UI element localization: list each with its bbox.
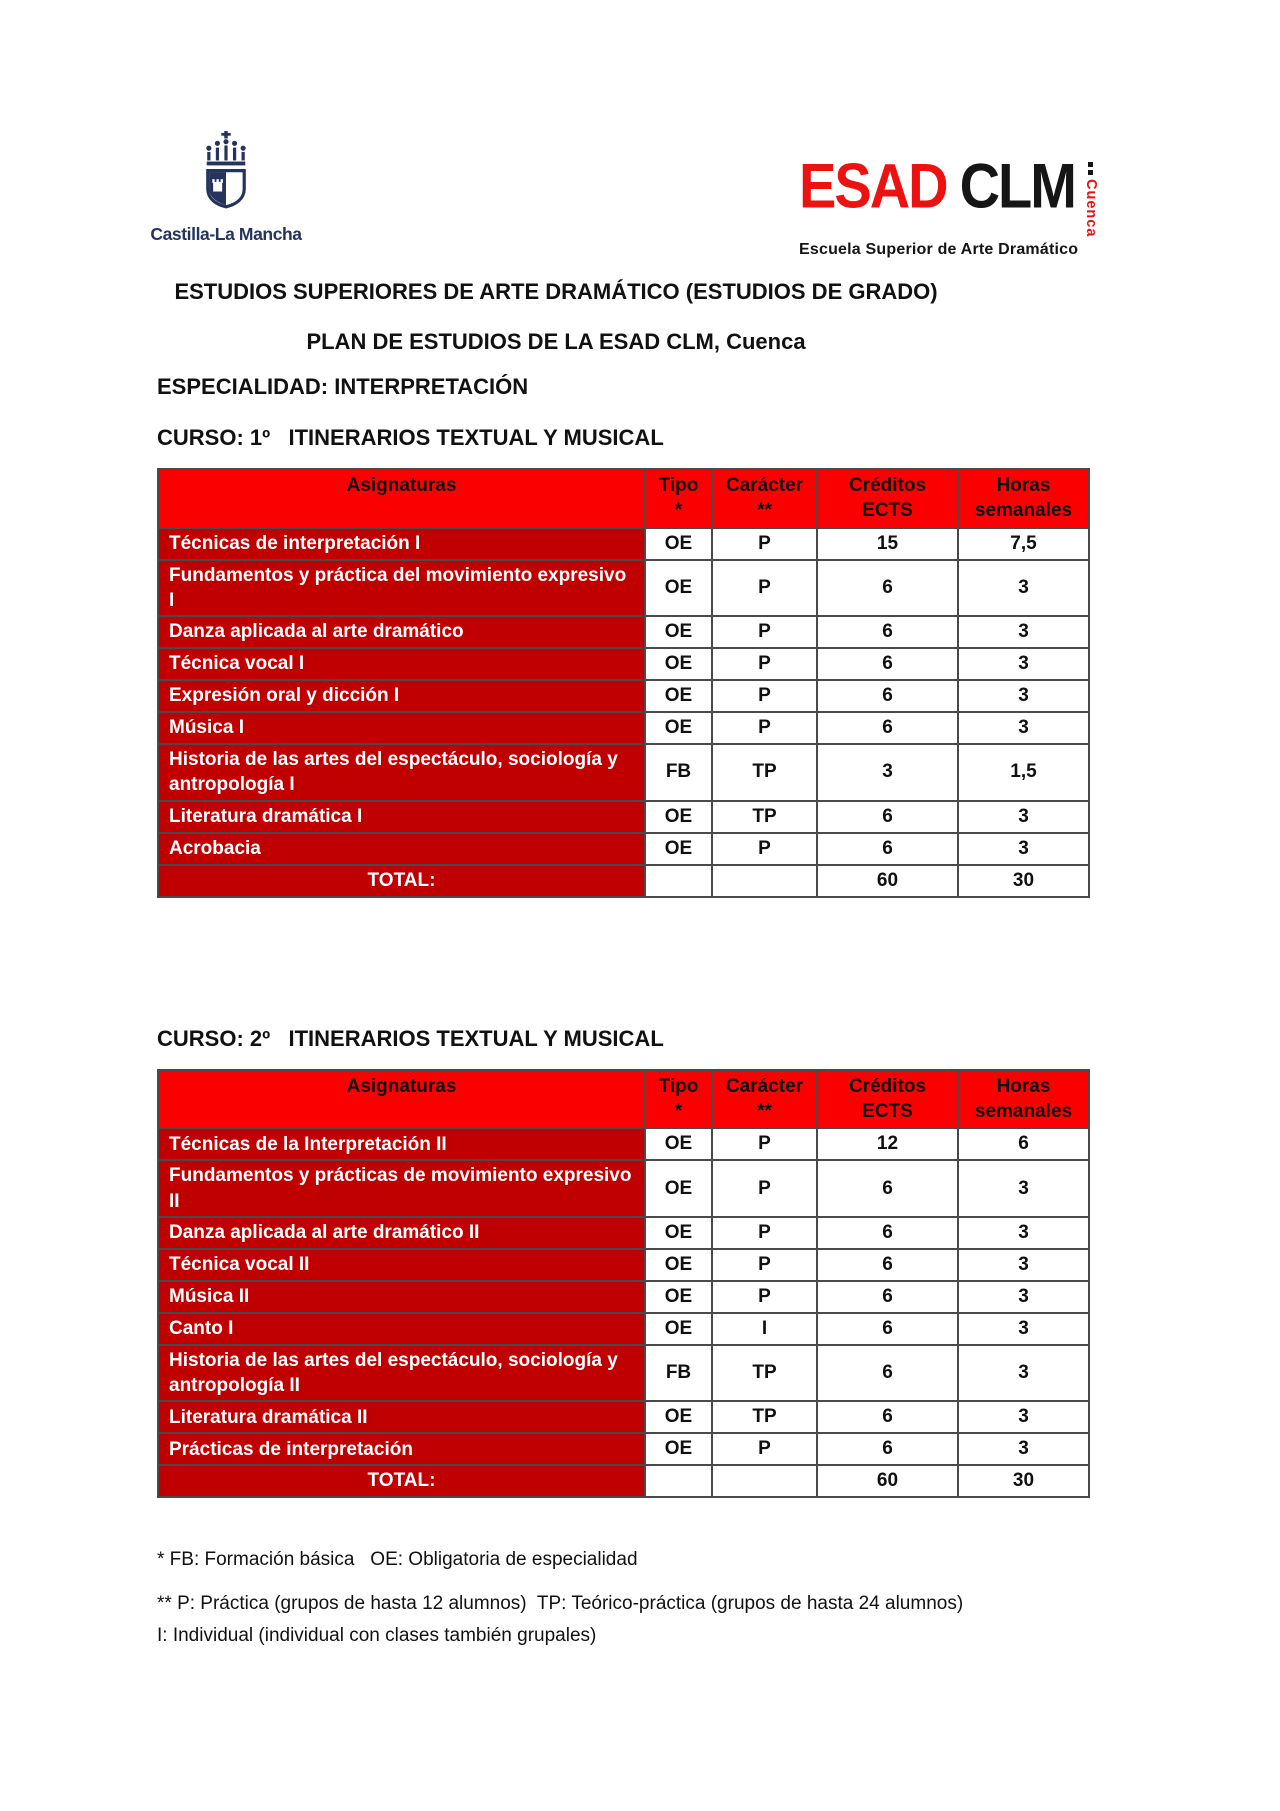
horas-cell: 3 bbox=[958, 560, 1089, 617]
speciality-title: ESPECIALIDAD: INTERPRETACIÓN bbox=[157, 374, 529, 400]
page-subtitle: PLAN DE ESTUDIOS DE LA ESAD CLM, Cuenca bbox=[306, 328, 806, 354]
header-creditos-line2: ECTS bbox=[862, 1101, 913, 1123]
creditos-cell: 6 bbox=[817, 680, 958, 712]
header-tipo-line2: * bbox=[674, 500, 683, 522]
total-tipo-cell bbox=[645, 1465, 712, 1497]
caracter-cell: P bbox=[712, 1281, 817, 1313]
subject-cell: Fundamentos y prácticas de movimiento expresivo II bbox=[158, 1160, 645, 1217]
tipo-cell: OE bbox=[645, 833, 712, 865]
subject-row bbox=[158, 680, 1089, 712]
subject-cell: Historia de las artes del espectáculo, sociología y antropología II bbox=[158, 1345, 645, 1402]
creditos-cell: 6 bbox=[817, 833, 958, 865]
subject-row bbox=[158, 648, 1089, 680]
castilla-la-mancha-logo bbox=[150, 131, 302, 245]
footnote-caracter: ** P: Práctica (grupos de hasta 12 alumnos) TP: Teórico-práctica (grupos de hasta 24 alumnos) bbox=[157, 1592, 964, 1614]
header-creditos-line1: Créditos bbox=[848, 1076, 927, 1098]
total-label-cell: TOTAL: bbox=[158, 1465, 645, 1497]
total-caracter-cell bbox=[712, 865, 817, 897]
horas-cell: 3 bbox=[958, 1160, 1089, 1217]
creditos-cell: 6 bbox=[817, 648, 958, 680]
esad-logo-clm-text: CLM bbox=[959, 150, 1075, 221]
subject-row bbox=[158, 616, 1089, 648]
subject-row bbox=[158, 1433, 1089, 1465]
header-tipo bbox=[645, 469, 712, 527]
horas-cell: 3 bbox=[958, 1217, 1089, 1249]
horas-cell: 6 bbox=[958, 1128, 1089, 1160]
header-horas-line1: Horas bbox=[996, 1076, 1051, 1098]
caracter-cell: P bbox=[712, 1160, 817, 1217]
total-horas-cell: 30 bbox=[958, 1465, 1089, 1497]
horas-cell: 7,5 bbox=[958, 528, 1089, 560]
tipo-cell: OE bbox=[645, 801, 712, 833]
header-tipo-line1: Tipo bbox=[658, 475, 699, 497]
caracter-cell: P bbox=[712, 680, 817, 712]
clm-logo-text: Castilla-La Mancha bbox=[150, 224, 302, 244]
header-asignaturas: Asignaturas bbox=[158, 469, 645, 527]
caracter-cell: TP bbox=[712, 1345, 817, 1402]
subject-row bbox=[158, 744, 1089, 801]
horas-cell: 3 bbox=[958, 712, 1089, 744]
table-header-row bbox=[158, 1070, 1089, 1128]
subject-cell: Literatura dramática II bbox=[158, 1401, 645, 1433]
course-1-title: CURSO: 1º ITINERARIOS TEXTUAL Y MUSICAL bbox=[157, 424, 664, 450]
course-2-title: CURSO: 2º ITINERARIOS TEXTUAL Y MUSICAL bbox=[157, 1025, 664, 1051]
document-content bbox=[157, 278, 1088, 1649]
header-creditos-line1: Créditos bbox=[848, 475, 927, 497]
subject-row bbox=[158, 1249, 1089, 1281]
caracter-cell: P bbox=[712, 1128, 817, 1160]
subject-cell: Música I bbox=[158, 712, 645, 744]
esad-colon-dot bbox=[1088, 170, 1093, 175]
subject-row bbox=[158, 560, 1089, 617]
header-horas-line2: semanales bbox=[974, 500, 1073, 522]
subject-cell: Expresión oral y dicción I bbox=[158, 680, 645, 712]
tipo-cell: OE bbox=[645, 680, 712, 712]
total-creditos-cell: 60 bbox=[817, 865, 958, 897]
horas-cell: 3 bbox=[958, 1401, 1089, 1433]
subject-row bbox=[158, 712, 1089, 744]
header-tipo bbox=[645, 1070, 712, 1128]
table-header-row bbox=[158, 469, 1089, 527]
footnote-individual: I: Individual (individual con clases también grupales) bbox=[157, 1624, 597, 1646]
footnote-types: * FB: Formación básica OE: Obligatoria de especialidad bbox=[157, 1549, 638, 1571]
subject-row bbox=[158, 1128, 1089, 1160]
caracter-cell: TP bbox=[712, 801, 817, 833]
subject-cell: Danza aplicada al arte dramático bbox=[158, 616, 645, 648]
horas-cell: 3 bbox=[958, 1313, 1089, 1345]
creditos-cell: 6 bbox=[817, 1313, 958, 1345]
clm-crest-icon bbox=[200, 131, 252, 221]
tipo-cell: OE bbox=[645, 1313, 712, 1345]
subject-row bbox=[158, 801, 1089, 833]
caracter-cell: P bbox=[712, 1433, 817, 1465]
total-horas-cell: 30 bbox=[958, 865, 1089, 897]
caracter-cell: P bbox=[712, 528, 817, 560]
caracter-cell: P bbox=[712, 616, 817, 648]
header-creditos bbox=[817, 469, 958, 527]
creditos-cell: 6 bbox=[817, 1160, 958, 1217]
header-caracter-line1: Carácter bbox=[725, 1076, 804, 1098]
creditos-cell: 6 bbox=[817, 1433, 958, 1465]
header-caracter bbox=[712, 1070, 817, 1128]
creditos-cell: 6 bbox=[817, 560, 958, 617]
subject-cell: Canto I bbox=[158, 1313, 645, 1345]
header-asignaturas: Asignaturas bbox=[158, 1070, 645, 1128]
caracter-cell: P bbox=[712, 560, 817, 617]
horas-cell: 3 bbox=[958, 616, 1089, 648]
header-tipo-line1: Tipo bbox=[658, 1076, 699, 1098]
esad-logo-side bbox=[1083, 156, 1099, 237]
creditos-cell: 6 bbox=[817, 1249, 958, 1281]
subject-row bbox=[158, 1401, 1089, 1433]
course-2-table bbox=[157, 1069, 1090, 1498]
subject-cell: Técnica vocal I bbox=[158, 648, 645, 680]
header-horas-line2: semanales bbox=[974, 1101, 1073, 1123]
header-caracter-line2: ** bbox=[757, 1101, 772, 1123]
tipo-cell: OE bbox=[645, 1281, 712, 1313]
subject-cell: Fundamentos y práctica del movimiento expresivo I bbox=[158, 560, 645, 617]
subject-row bbox=[158, 833, 1089, 865]
creditos-cell: 6 bbox=[817, 1281, 958, 1313]
subject-cell: Literatura dramática I bbox=[158, 801, 645, 833]
esad-clm-logo bbox=[799, 150, 1119, 259]
subject-row bbox=[158, 1217, 1089, 1249]
horas-cell: 3 bbox=[958, 1281, 1089, 1313]
total-label-cell: TOTAL: bbox=[158, 865, 645, 897]
header-creditos-line2: ECTS bbox=[862, 500, 913, 522]
subject-row bbox=[158, 1160, 1089, 1217]
subject-cell: Danza aplicada al arte dramático II bbox=[158, 1217, 645, 1249]
subject-cell: Prácticas de interpretación bbox=[158, 1433, 645, 1465]
creditos-cell: 6 bbox=[817, 1345, 958, 1402]
tipo-cell: OE bbox=[645, 712, 712, 744]
header-horas-line1: Horas bbox=[996, 475, 1051, 497]
tipo-cell: OE bbox=[645, 1401, 712, 1433]
subject-cell: Técnicas de la Interpretación II bbox=[158, 1128, 645, 1160]
caracter-cell: P bbox=[712, 833, 817, 865]
header-creditos bbox=[817, 1070, 958, 1128]
tipo-cell: FB bbox=[645, 744, 712, 801]
creditos-cell: 6 bbox=[817, 1217, 958, 1249]
subject-row bbox=[158, 528, 1089, 560]
header-caracter bbox=[712, 469, 817, 527]
esad-logo-wordmark bbox=[799, 150, 1075, 247]
horas-cell: 1,5 bbox=[958, 744, 1089, 801]
tipo-cell: OE bbox=[645, 1160, 712, 1217]
total-row bbox=[158, 1465, 1089, 1497]
creditos-cell: 15 bbox=[817, 528, 958, 560]
total-caracter-cell bbox=[712, 1465, 817, 1497]
subject-cell: Técnicas de interpretación I bbox=[158, 528, 645, 560]
horas-cell: 3 bbox=[958, 648, 1089, 680]
caracter-cell: I bbox=[712, 1313, 817, 1345]
creditos-cell: 6 bbox=[817, 801, 958, 833]
total-creditos-cell: 60 bbox=[817, 1465, 958, 1497]
esad-logo-esad-text: ESAD bbox=[799, 150, 947, 221]
total-tipo-cell bbox=[645, 865, 712, 897]
tipo-cell: OE bbox=[645, 1433, 712, 1465]
header-tipo-line2: * bbox=[674, 1101, 683, 1123]
tipo-cell: OE bbox=[645, 648, 712, 680]
caracter-cell: P bbox=[712, 1249, 817, 1281]
horas-cell: 3 bbox=[958, 1249, 1089, 1281]
esad-logo-subtitle: Escuela Superior de Arte Dramático bbox=[799, 241, 1079, 259]
subject-cell: Acrobacia bbox=[158, 833, 645, 865]
tipo-cell: OE bbox=[645, 528, 712, 560]
subject-cell: Música II bbox=[158, 1281, 645, 1313]
subject-row bbox=[158, 1313, 1089, 1345]
esad-logo-cuenca-text: Cuenca bbox=[1082, 179, 1099, 238]
creditos-cell: 6 bbox=[817, 712, 958, 744]
creditos-cell: 6 bbox=[817, 1401, 958, 1433]
tipo-cell: OE bbox=[645, 1128, 712, 1160]
caracter-cell: P bbox=[712, 712, 817, 744]
subject-row bbox=[158, 1345, 1089, 1402]
header-horas bbox=[958, 469, 1089, 527]
esad-logo-main bbox=[799, 150, 1119, 238]
creditos-cell: 3 bbox=[817, 744, 958, 801]
creditos-cell: 6 bbox=[817, 616, 958, 648]
course-1-table bbox=[157, 468, 1090, 897]
tipo-cell: OE bbox=[645, 1217, 712, 1249]
subject-cell: Técnica vocal II bbox=[158, 1249, 645, 1281]
header-caracter-line2: ** bbox=[757, 500, 772, 522]
horas-cell: 3 bbox=[958, 833, 1089, 865]
horas-cell: 3 bbox=[958, 680, 1089, 712]
subject-cell: Historia de las artes del espectáculo, sociología y antropología I bbox=[158, 744, 645, 801]
course-1-table-body bbox=[158, 528, 1089, 897]
tipo-cell: OE bbox=[645, 1249, 712, 1281]
total-row bbox=[158, 865, 1089, 897]
header-caracter-line1: Carácter bbox=[725, 475, 804, 497]
page-title: ESTUDIOS SUPERIORES DE ARTE DRAMÁTICO (ESTUDIOS DE GRADO) bbox=[174, 279, 938, 304]
caracter-cell: P bbox=[712, 1217, 817, 1249]
creditos-cell: 12 bbox=[817, 1128, 958, 1160]
horas-cell: 3 bbox=[958, 801, 1089, 833]
caracter-cell: P bbox=[712, 648, 817, 680]
course-2-table-body bbox=[158, 1128, 1089, 1497]
header-horas bbox=[958, 1070, 1089, 1128]
tipo-cell: OE bbox=[645, 560, 712, 617]
horas-cell: 3 bbox=[958, 1345, 1089, 1402]
horas-cell: 3 bbox=[958, 1433, 1089, 1465]
caracter-cell: TP bbox=[712, 1401, 817, 1433]
tipo-cell: FB bbox=[645, 1345, 712, 1402]
caracter-cell: TP bbox=[712, 744, 817, 801]
esad-colon-dot bbox=[1088, 162, 1093, 167]
tipo-cell: OE bbox=[645, 616, 712, 648]
subject-row bbox=[158, 1281, 1089, 1313]
